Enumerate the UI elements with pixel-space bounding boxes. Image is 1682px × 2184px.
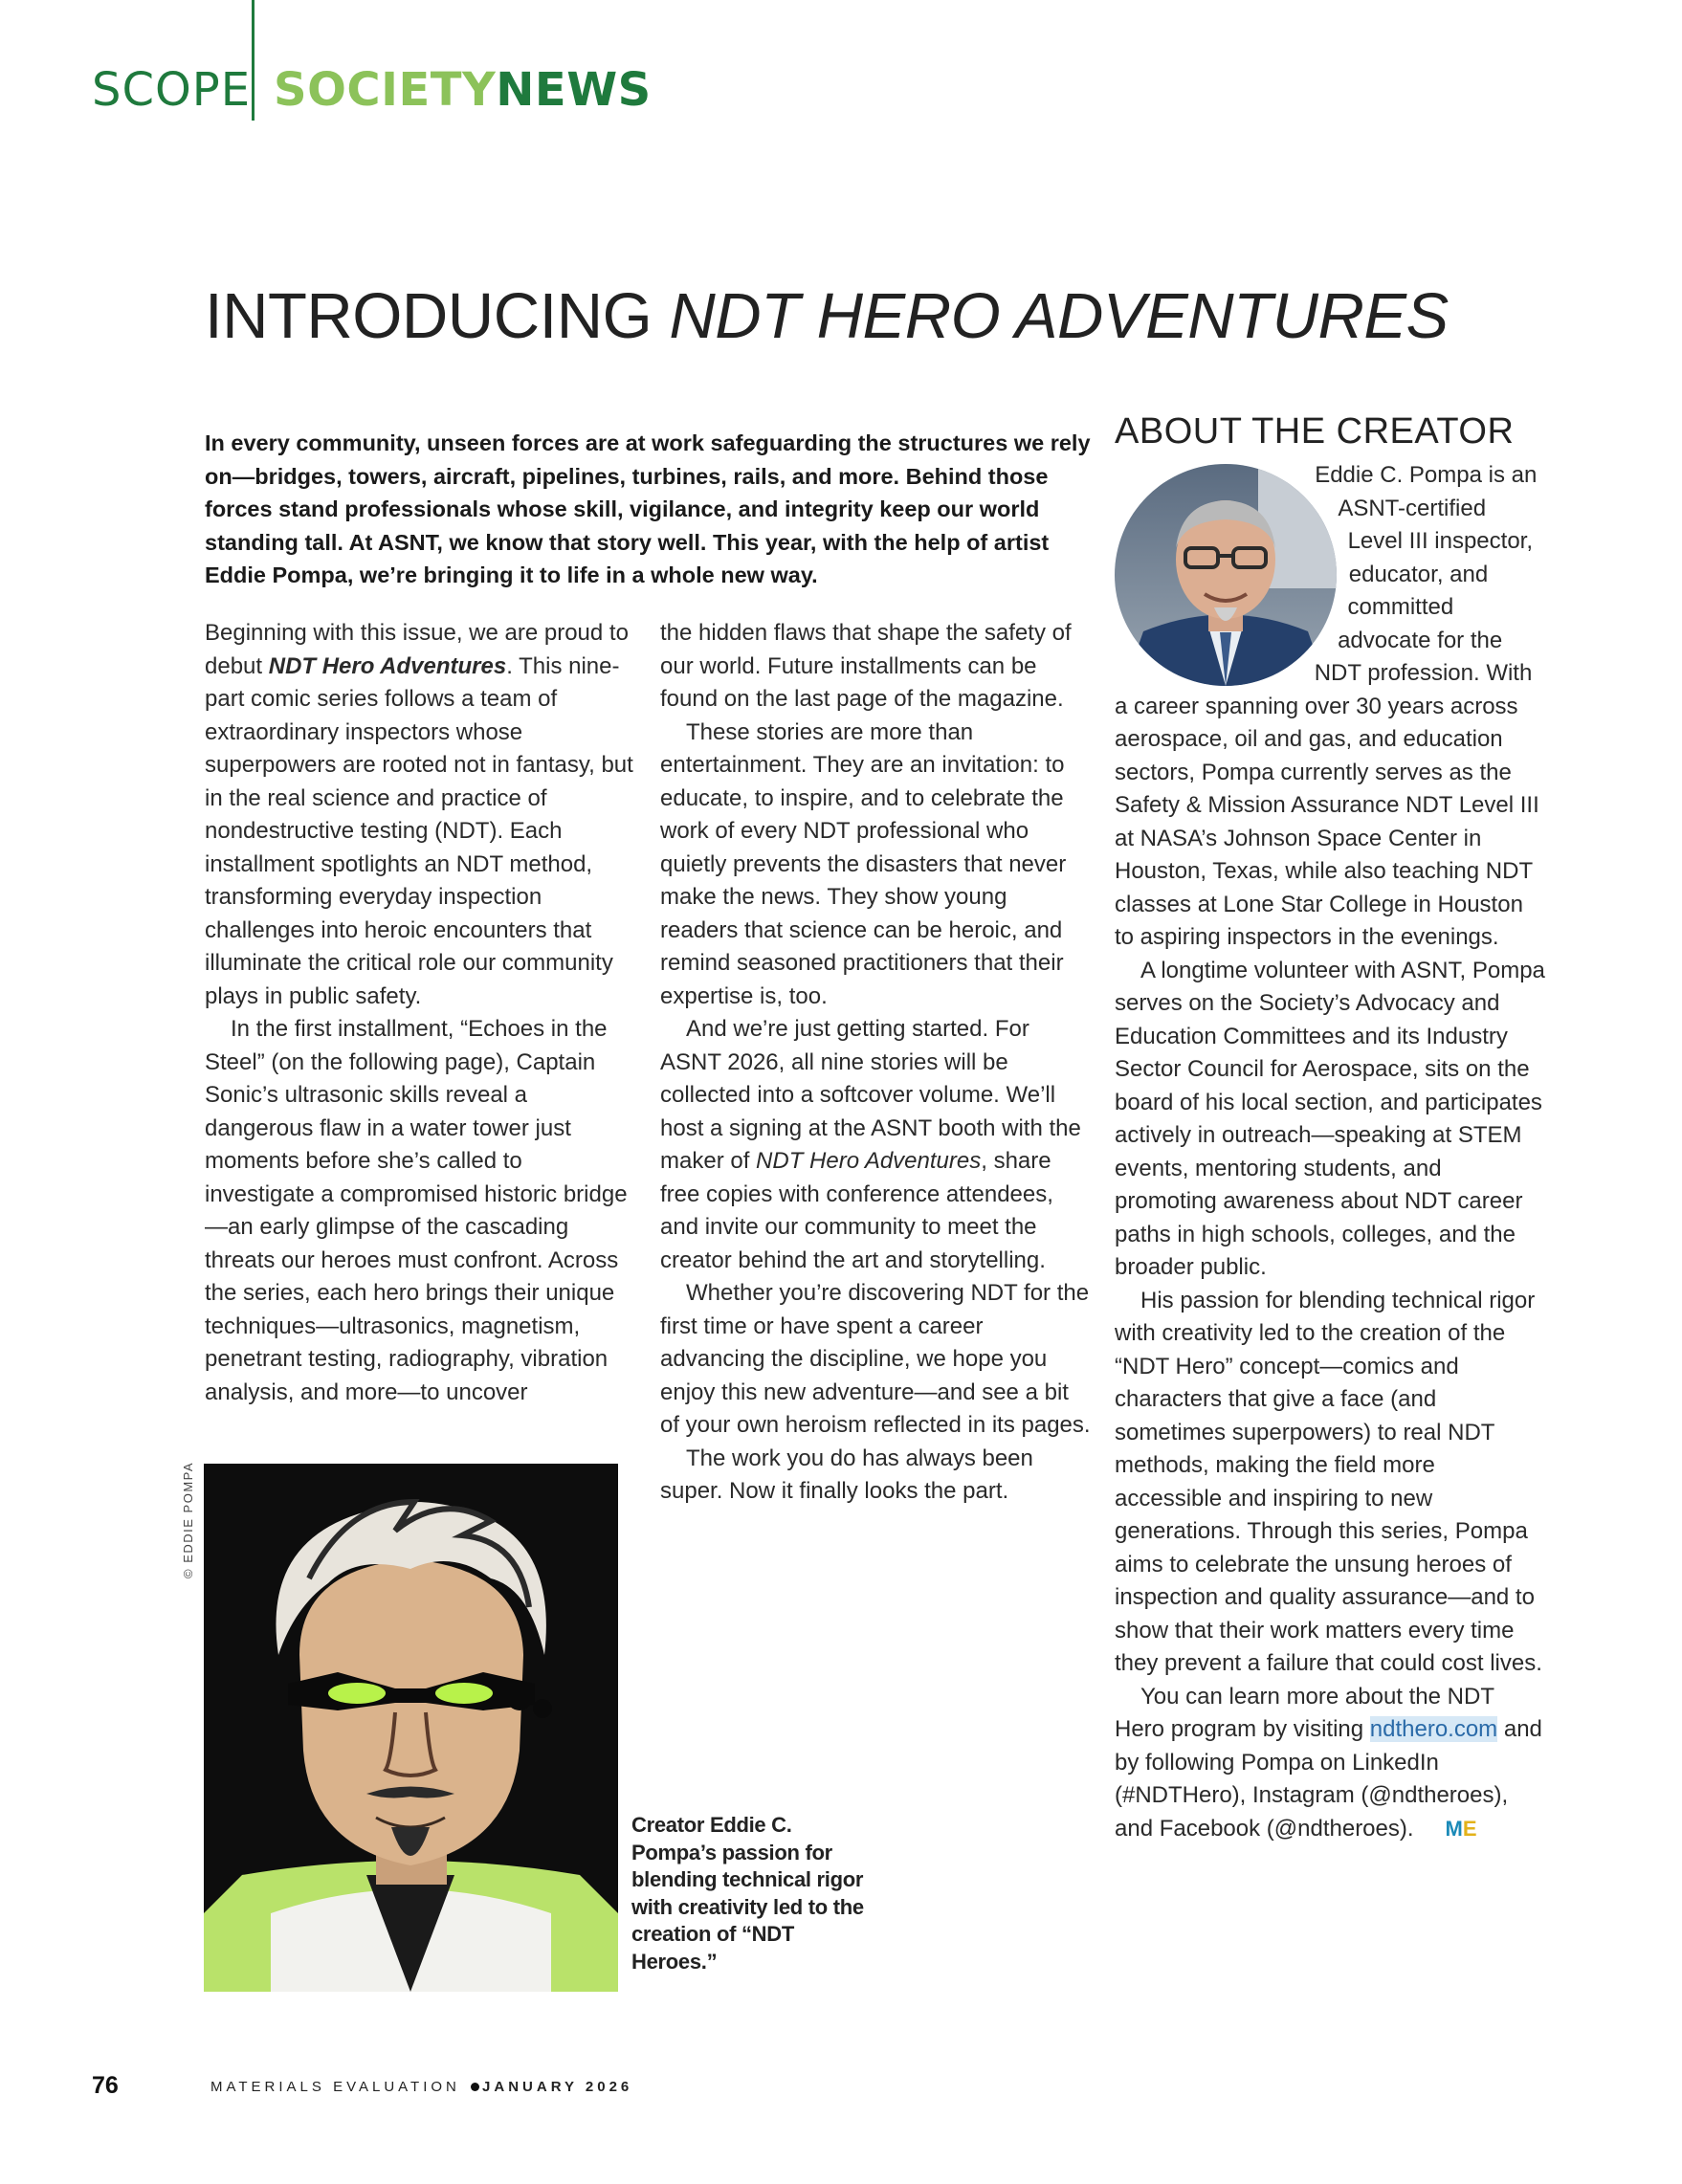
image-credit-text: © EDDIE POMPA	[181, 1461, 195, 1578]
image-caption: Creator Eddie C. Pompa’s passion for blending technical rigor with creativity led to the creation of “NDT Heroes.”	[631, 1813, 864, 1974]
headline-lead: INTRODUCING	[205, 280, 670, 352]
running-footer	[210, 2079, 632, 2095]
series-title-emphasis: NDT Hero Adventures	[268, 652, 507, 679]
creator-portrait-photo	[1115, 464, 1337, 686]
body-text: You can learn more about the NDT Hero program by visiting	[1115, 1683, 1494, 1742]
about-creator-sidebar	[1115, 459, 1545, 1845]
me-end-mark-logo	[1420, 1813, 1477, 1846]
comic-portrait-illustration	[204, 1464, 618, 1992]
article-deck: In every community, unseen forces are at work safeguarding the structures we rely on—bridges, towers, aircraft, pipelines, turbines, rails, and more. Behind those forces stand professionals whose skill, vigilance, and integrity keep our world standing tall. At ASNT, we know that story well. This year, with the help of artist Eddie Pompa, we’re bringing it to life in a whole new way.	[205, 430, 1091, 587]
body-paragraph-6: The work you do has always been super. Now it finally looks the part.	[660, 1445, 1033, 1504]
section-label-news: NEWS	[496, 63, 652, 117]
body-paragraph-2-continued: the hidden flaws that shape the safety of our world. Future installments can be found on the last page of the magazine.	[660, 620, 1072, 712]
page-number: 76	[92, 2072, 119, 2099]
me-logo-e: E	[1462, 1816, 1477, 1841]
issue-date: JANUARY 2026	[482, 2079, 633, 2095]
section-label-scope: SCOPE	[92, 63, 252, 117]
body-text: And we’re just getting started. For ASNT 2026, all nine stories will be collected into a softcover volume. We’ll host a signing at the ASNT booth with the maker of	[660, 1016, 1081, 1174]
body-column-1	[205, 617, 635, 1409]
headline-italic: NDT HERO ADVENTURES	[669, 280, 1449, 352]
body-text: , share free copies with conference attendees, and invite our community to meet the creator behind the art and storytelling.	[660, 1148, 1053, 1273]
body-text: and by following Pompa on LinkedIn (#NDTHero), Instagram (@ndtheroes), and Facebook (@ndtheroes).	[1115, 1716, 1542, 1842]
sidebar-paragraph-2: A longtime volunteer with ASNT, Pompa serves on the Society’s Advocacy and Education Committees and its Industry Sector Council for Aerospace, sits on the board of his local section, and participates actively in outreach—speaking at STEM events, mentoring students, and promoting awareness about NDT career paths in high schools, colleges, and the broader public.	[1115, 957, 1545, 1280]
sidebar-paragraph-3: His passion for blending technical rigor with creativity led to the creation of the “NDT Hero” concept—comics and characters that give a face (and sometimes superpowers) to real NDT methods, making the field more accessible and inspiring to new generations. Through this series, Pompa aims to celebrate the unsung heroes of inspection and quality assurance—and to show that their work matters every time they prevent a failure that could cost lives.	[1115, 1287, 1542, 1676]
ndthero-link[interactable]: ndthero.com	[1369, 1716, 1498, 1742]
section-label-society-news	[274, 63, 652, 117]
sidebar-paragraph-1: Eddie C. Pompa is an ASNT-certified Level III inspector, educator, and committed advocate for the NDT profession. With a career spanning over 30 years across aerospace, oil and gas, and education sectors, Pompa currently serves as the Safety & Mission Assurance NDT Level III at NASA’s Johnson Space Center in Houston, Texas, while also teaching NDT classes at Lone Star College in Houston to aspiring inspectors in the evenings.	[1115, 462, 1539, 950]
body-paragraph-4	[660, 1013, 1091, 1277]
footer-bullet-icon	[471, 2083, 479, 2091]
body-paragraph-3: These stories are more than entertainment. They are an invitation: to educate, to inspire, and to celebrate the work of every NDT professional who quietly prevents the disasters that never make the news. They show young readers that science can be heroic, and remind seasoned practitioners that their expertise is, too.	[660, 718, 1067, 1009]
section-label-society: SOCIETY	[274, 63, 497, 117]
body-paragraph-2: In the first installment, “Echoes in the Steel” (on the following page), Captain Sonic’s ultrasonic skills reveal a dangerous flaw in a water tower just moments before she’s called to investigate a compromised historic bridge—an early glimpse of the cascading threats our heroes must confront. Across the series, each hero brings their unique techniques—ultrasonics, magnetism, penetrant testing, radiography, vibration analysis, and more—to uncover	[205, 1016, 628, 1405]
sidebar-title: ABOUT THE CREATOR	[1115, 411, 1515, 452]
body-text: . This nine-part comic series follows a team of extraordinary inspectors whose superpowers are rooted not in fantasy, but in the real science and practice of nondestructive testing (NDT). Each installment spotlights an NDT method, transforming everyday inspection challenges into heroic encounters that illuminate the critical role our community plays in public safety.	[205, 652, 633, 1009]
me-logo-m: M	[1445, 1816, 1463, 1841]
body-paragraph-5: Whether you’re discovering NDT for the first time or have spent a career advancing the discipline, we hope you enjoy this new adventure—and see a bit of your own heroism reflected in its pages.	[660, 1280, 1091, 1438]
header-divider	[252, 0, 255, 121]
body-column-2	[660, 617, 1091, 1509]
series-title-emphasis: NDT Hero Adventures	[756, 1148, 982, 1174]
publication-name: MATERIALS EVALUATION	[210, 2079, 460, 2095]
body-text: Beginning with this issue, we are proud to debut	[205, 620, 629, 679]
body-paragraph-1	[205, 617, 635, 1013]
sidebar-paragraph-4	[1115, 1681, 1545, 1846]
article-headline	[205, 279, 1449, 353]
comic-hero-drawing	[204, 1464, 618, 1992]
portrait-illustration	[1115, 464, 1337, 686]
